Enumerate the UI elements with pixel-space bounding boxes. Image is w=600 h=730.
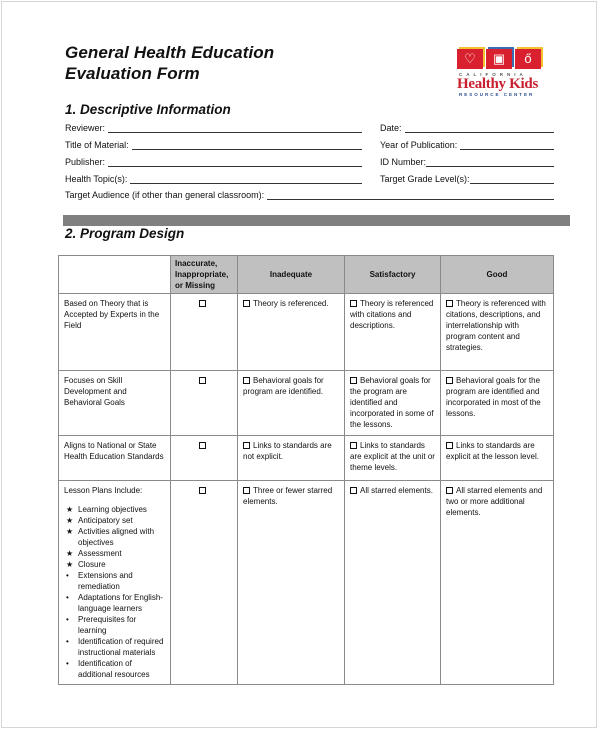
year-of-publication-field[interactable] — [380, 140, 554, 150]
checkbox-satisfactory[interactable] — [350, 442, 357, 449]
inadequate-cell — [238, 371, 345, 436]
satisfactory-text: Theory is referenced with citations and descriptions. — [350, 299, 434, 330]
good-text: Behavioral goals for the program are identified and incorporated in most of the lessons. — [446, 376, 541, 418]
inadequate-text: Links to standards are not explicit. — [243, 441, 332, 461]
checkbox-inadequate[interactable] — [243, 487, 250, 494]
good-text: Links to standards are explicit at the lesson level. — [446, 441, 539, 461]
book-icon: ▣ — [486, 49, 512, 69]
header-blank — [59, 256, 171, 294]
satisfactory-text: Behavioral goals for the program are identified and incorporated in some of the lessons. — [350, 376, 434, 429]
logo-main-text: Healthy Kids — [457, 76, 538, 92]
list-item: ★ Anticipatory set — [66, 516, 133, 525]
apple-icon: ő — [515, 49, 541, 69]
list-item: ★ Assessment — [66, 549, 122, 558]
criterion-cell: Focuses on Skill Development and Behavioral Goals — [59, 371, 171, 436]
checkbox-missing[interactable] — [199, 442, 206, 449]
star-icon: ★ — [66, 560, 74, 569]
list-item: • Extensions and remediation — [66, 571, 133, 591]
lesson-plan-elements-list — [64, 504, 165, 680]
good-cell — [441, 371, 554, 436]
missing-cell — [171, 481, 238, 685]
target-grade-level-label: Target Grade Level(s): — [380, 174, 470, 184]
star-icon: ★ — [66, 516, 74, 525]
section-2-heading: 2. Program Design — [65, 226, 185, 241]
satisfactory-text: Links to standards are explicit at the unit or theme levels. — [350, 441, 435, 472]
target-audience-field[interactable] — [65, 190, 554, 200]
date-label: Date: — [380, 123, 402, 133]
inadequate-text: Theory is referenced. — [253, 299, 329, 308]
bullet-icon: • — [66, 593, 69, 602]
reviewer-label: Reviewer: — [65, 123, 106, 133]
id-number-field[interactable] — [380, 157, 554, 167]
id-number-input[interactable] — [426, 157, 554, 167]
inadequate-cell — [238, 481, 345, 685]
bullet-icon: • — [66, 637, 69, 646]
checkbox-missing[interactable] — [199, 487, 206, 494]
criterion-cell — [59, 481, 171, 685]
inadequate-cell — [238, 436, 345, 481]
checkbox-good[interactable] — [446, 377, 453, 384]
title-of-material-input[interactable] — [132, 140, 362, 150]
document-title — [65, 42, 274, 84]
checkbox-missing[interactable] — [199, 377, 206, 384]
missing-cell — [171, 294, 238, 371]
reviewer-field[interactable] — [65, 123, 362, 133]
id-number-label: ID Number: — [380, 157, 427, 167]
checkbox-missing[interactable] — [199, 300, 206, 307]
reviewer-input[interactable] — [108, 123, 362, 133]
good-text: Theory is referenced with citations, descriptions, and interrelationship with program content and strategies. — [446, 299, 546, 352]
year-of-publication-input[interactable] — [460, 140, 554, 150]
table-row — [59, 481, 554, 685]
heart-icon: ♡ — [457, 49, 483, 69]
healthy-kids-logo — [455, 49, 565, 105]
satisfactory-cell — [345, 294, 441, 371]
checkbox-satisfactory[interactable] — [350, 487, 357, 494]
list-item: • Identification of required instructional materials — [66, 637, 164, 657]
checkbox-good[interactable] — [446, 442, 453, 449]
inadequate-cell — [238, 294, 345, 371]
publisher-input[interactable] — [108, 157, 362, 167]
table-row — [59, 371, 554, 436]
good-cell — [441, 436, 554, 481]
star-icon: ★ — [66, 527, 74, 536]
star-icon: ★ — [66, 549, 74, 558]
checkbox-inadequate[interactable] — [243, 300, 250, 307]
table-row — [59, 294, 554, 371]
title-line-1: General Health Education — [65, 43, 275, 62]
satisfactory-text: All starred elements. — [360, 486, 433, 495]
section-1-heading: 1. Descriptive Information — [65, 102, 231, 117]
health-topics-input[interactable] — [130, 174, 362, 184]
year-of-publication-label: Year of Publication: — [380, 140, 458, 150]
satisfactory-cell — [345, 371, 441, 436]
good-text: All starred elements and two or more additional elements. — [446, 486, 543, 517]
inadequate-text: Three or fewer starred elements. — [243, 486, 333, 506]
title-line-2: Evaluation Form — [65, 64, 200, 83]
checkbox-satisfactory[interactable] — [350, 300, 357, 307]
header-inadequate: Inadequate — [238, 256, 345, 294]
date-field[interactable] — [380, 123, 554, 133]
table-row — [59, 436, 554, 481]
health-topics-field[interactable] — [65, 174, 362, 184]
bullet-icon: • — [66, 615, 69, 624]
satisfactory-cell — [345, 481, 441, 685]
logo-sub-text: RESOURCE CENTER — [459, 92, 535, 97]
missing-cell — [171, 436, 238, 481]
good-cell — [441, 294, 554, 371]
checkbox-satisfactory[interactable] — [350, 377, 357, 384]
logo-top-text: CALIFORNIA — [459, 72, 527, 77]
header-satisfactory: Satisfactory — [345, 256, 441, 294]
list-item: • Adaptations for English-language learners — [66, 593, 163, 613]
target-audience-input[interactable] — [267, 190, 554, 200]
criterion-cell: Aligns to National or State Health Education Standards — [59, 436, 171, 481]
list-item: • Identification of additional resources — [66, 659, 150, 679]
health-topics-label: Health Topic(s): — [65, 174, 128, 184]
program-design-table — [58, 255, 554, 685]
section-divider-bar — [63, 215, 570, 226]
bullet-icon: • — [66, 659, 69, 668]
checkbox-inadequate[interactable] — [243, 442, 250, 449]
header-inaccurate: Inaccurate, Inappropriate, or Missing — [171, 256, 238, 294]
list-item: • Prerequisites for learning — [66, 615, 137, 635]
list-item: ★ Closure — [66, 560, 106, 569]
publisher-label: Publisher: — [65, 157, 106, 167]
publisher-field[interactable] — [65, 157, 362, 167]
title-of-material-field[interactable] — [65, 140, 362, 150]
missing-cell — [171, 371, 238, 436]
star-icon: ★ — [66, 505, 74, 514]
table-header-row — [59, 256, 554, 294]
list-item: ★ Activities aligned with objectives — [66, 527, 155, 547]
header-good: Good — [441, 256, 554, 294]
checkbox-good[interactable] — [446, 487, 453, 494]
inadequate-text: Behavioral goals for program are identified. — [243, 376, 324, 396]
date-input[interactable] — [405, 123, 554, 133]
criterion-label: Lesson Plans Include: — [64, 486, 143, 495]
checkbox-good[interactable] — [446, 300, 453, 307]
target-grade-level-field[interactable] — [380, 174, 554, 184]
bullet-icon: • — [66, 571, 69, 580]
satisfactory-cell — [345, 436, 441, 481]
criterion-cell: Based on Theory that is Accepted by Experts in the Field — [59, 294, 171, 371]
target-audience-label: Target Audience (if other than general classroom): — [65, 190, 265, 200]
title-of-material-label: Title of Material: — [65, 140, 129, 150]
good-cell — [441, 481, 554, 685]
checkbox-inadequate[interactable] — [243, 377, 250, 384]
list-item: ★ Learning objectives — [66, 505, 147, 514]
target-grade-level-input[interactable] — [470, 174, 554, 184]
